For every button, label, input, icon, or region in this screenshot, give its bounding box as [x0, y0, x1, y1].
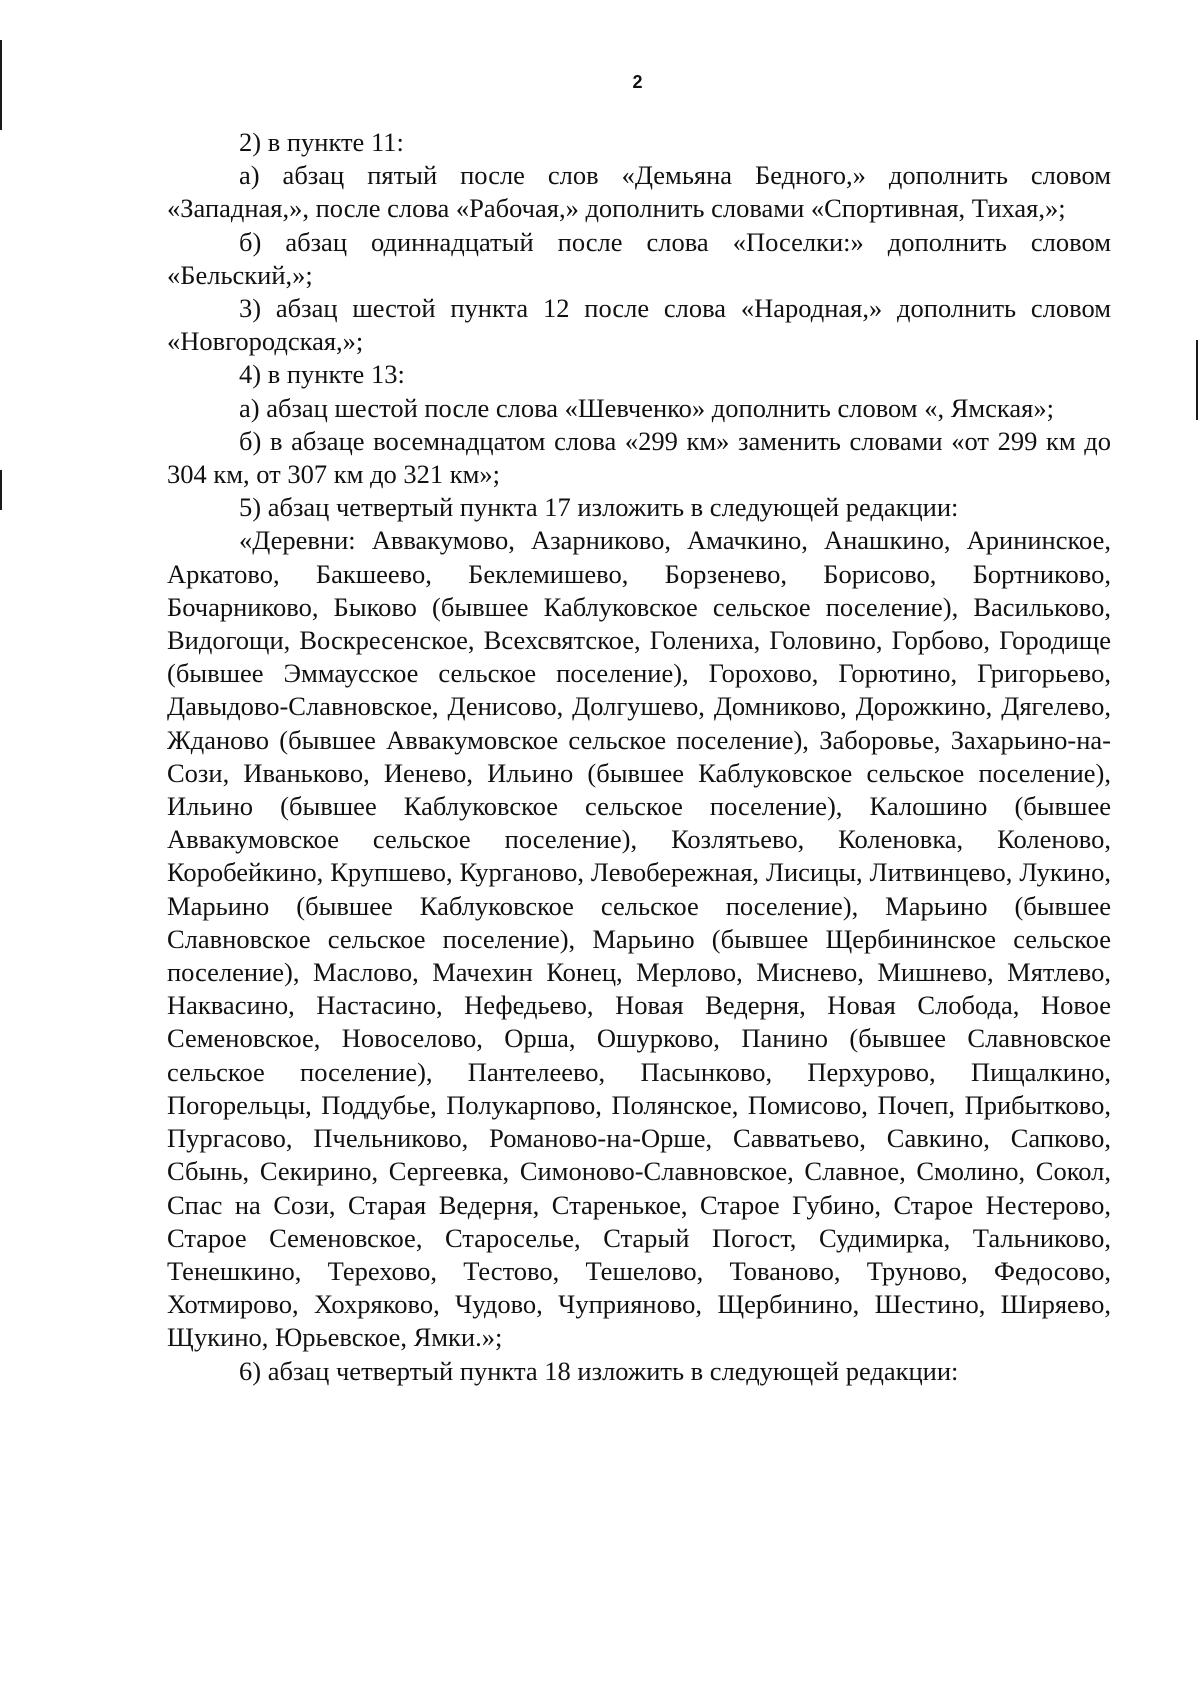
scan-edge-mark: [0, 470, 2, 510]
paragraph: 4) в пункте 13:: [239, 359, 405, 390]
paragraph: 2) в пункте 11:: [239, 127, 404, 157]
page-number: 2: [632, 72, 643, 92]
paragraph: 6) абзац четвертый пункта 18 изложить в следующей редакции:: [239, 1355, 959, 1386]
paragraph: б) абзац одиннадцатый после слова «Поселки:» дополнить словом «Бельский,»;: [167, 226, 1111, 290]
paragraph: 5) абзац четвертый пункта 17 изложить в следующей редакции:: [239, 492, 959, 523]
document-body: [167, 126, 1111, 1388]
scan-edge-mark: [1196, 340, 1198, 420]
paragraph: б) в абзаце восемнадцатом слова «299 км» заменить словами «от 299 км до 304 км, от 307 км до 321 км»;: [167, 425, 1111, 490]
paragraph: а) абзац шестой после слова «Шевченко» дополнить словом «, Ямская»;: [239, 392, 1054, 423]
paragraph-village-list: «Деревни: Аввакумово, Азарниково, Амачкино, Анашкино, Арининское, Аркатово, Бакшеево, Беклемишево, Борзенево, Борисово, Бортниково, Бочарниково, Быково (бывшее Каблуковское сельское поселение), Васильково, Видогощи, Воскресенское, Всехсвятское, Голениха, Головино, Горбово, Городище (бывшее Эммаусское сельское поселение), Горохово, Горютино, Григорьево, Давыдово-Славновское, Денисово, Долгушево, Домниково, Дорожкино, Дягелево, Жданово (бывшее Аввакумовское сельское поселение), Заборовье, Захарьино-на-Сози, Иваньково, Иенево, Ильино (бывшее Каблуковское сельское поселение), Ильино (бывшее Каблуковское сельское поселение), Калошино (бывшее Аввакумовское сельское поселение), Козлятьево, Коленовка, Коленово, Коробейкино, Крупшево, Курганово, Левобережная, Лисицы, Литвинцево, Лукино, Марьино (бывшее Каблуковское сельское поселение), Марьино (бывшее Славновское сельское поселение), Марьино (бывшее Щербининское сельское поселение), Маслово, Мачехин Конец, Мерлово, Миснево, Мишнево, Мятлево, Наквасино, Настасино, Нефедьево, Новая Ведерня, Новая Слобода, Новое Семеновское, Новоселово, Орша, Ошурково, Панино (бывшее Славновское сельское поселение), Пантелеево, Пасынково, Перхурово, Пищалкино, Погорельцы, Поддубье, Полукарпово, Полянское, Помисово, Почеп, Прибытково, Пургасово, Пчельниково, Романово-на-Орше, Савватьево, Савкино, Сапково, Сбынь, Секирино, Сергеевка, Симоново-Славновское, Славное, Смолино, Сокол, Спас на Сози, Старая Ведерня, Старенькое, Старое Губино, Старое Нестерово, Старое Семеновское, Староселье, Старый Погост, Судимирка, Тальниково, Тенешкино, Терехово, Тестово, Тешелово, Тованово, Труново, Федосово, Хотмирово, Хохряково, Чудово, Чуприяново, Щербинино, Шестино, Ширяево, Щукино, Юрьевское, Ямки.»;: [167, 525, 1111, 1353]
paragraph: а) абзац пятый после слов «Демьяна Бедного,» дополнить словом «Западная,», после слова «Рабочая,» дополнить словами «Спортивная, Тихая,»;: [167, 160, 1111, 224]
paragraph: 3) абзац шестой пункта 12 после слова «Народная,» дополнить словом «Новгородская,»;: [167, 293, 1111, 357]
